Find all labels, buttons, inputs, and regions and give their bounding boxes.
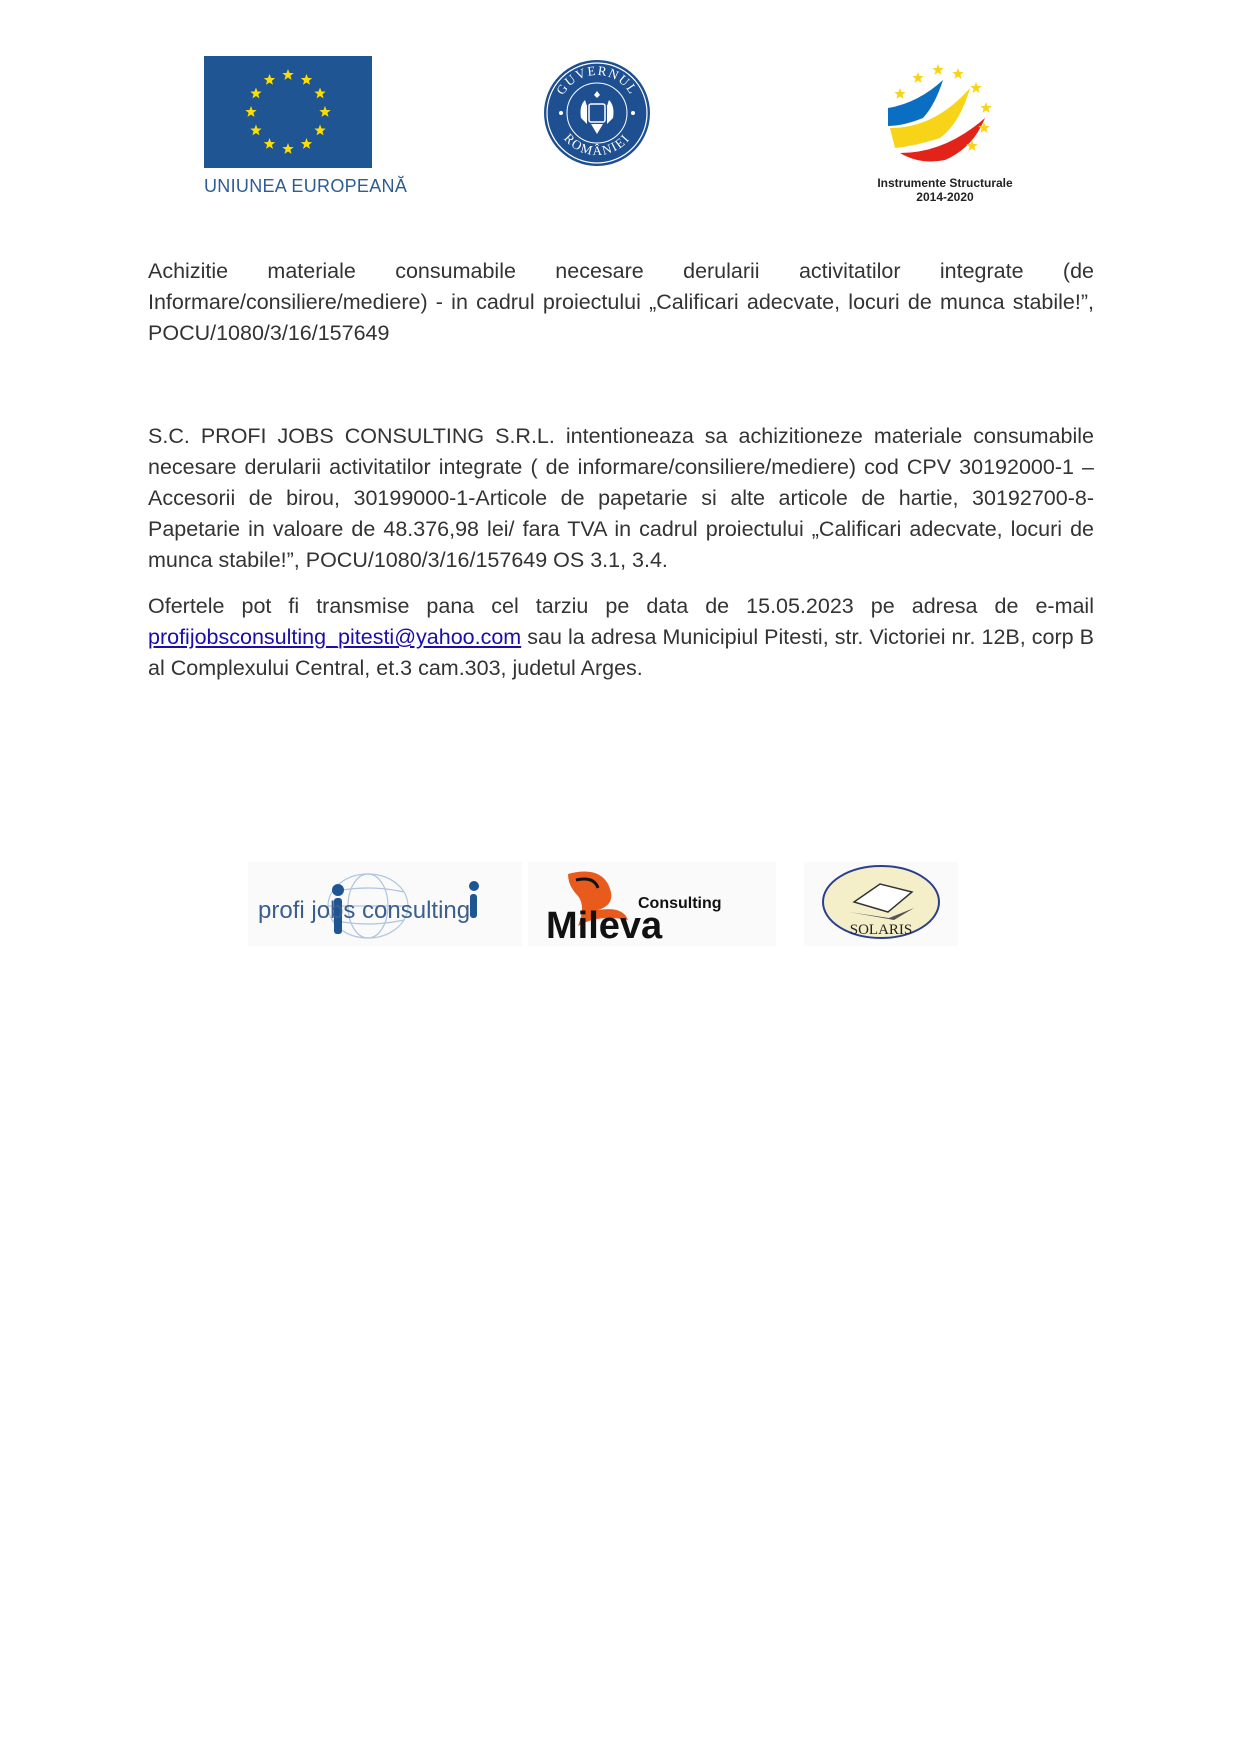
eu-star-icon [282,143,293,154]
eu-star-icon [282,69,293,80]
offers-address: sau la adresa Municipiul Pitesti, str. Victoriei nr. 12B, corp B al Complexului Central, et.3 cam.303, judetul Arges. [148,625,1094,680]
eu-logo [204,56,408,197]
eu-star-icon [264,74,275,85]
eu-flag-icon [204,56,372,168]
announcement-title: Achizitie materiale consumabile necesare derularii activitatilor integrate (de Informare/consiliere/mediere) - in cadrul proiectului „Calificari adecvate, locuri de munca stabile!”, POCU/1080/3/16/157649 [148,259,1094,345]
email-link[interactable]: profijobsconsulting_pitesti@yahoo.com [148,625,522,649]
eu-star-icon [301,74,312,85]
mileva-logo-sub: Consulting [638,895,722,912]
eu-star-icon [314,125,325,136]
offers-paragraph [148,591,1094,684]
profi-jobs-consulting-logo [248,862,522,946]
eu-star-icon [314,88,325,99]
gov-seal-top-text: GUVERNUL [552,62,642,98]
solaris-logo-text: SOLARIS [849,922,913,938]
profi-logo-text: profi jobs consulting [258,897,471,924]
gov-seal-bottom-text: ROMÂNIEI [561,130,633,159]
romanian-government-seal [542,58,652,168]
structural-instruments-logo [860,58,1030,208]
partner-logos [248,862,958,946]
eu-star-icon [250,125,261,136]
structural-star-icon [912,72,923,83]
solaris-logo [804,862,958,946]
eu-star-icon [301,138,312,149]
mileva-logo-text: Mileva [546,905,663,946]
offers-intro: Ofertele pot fi transmise pana cel tarziu pe data de 15.05.2023 pe adresa de e-mail [148,594,1094,618]
eu-star-icon [319,106,330,117]
structural-star-icon [980,102,991,113]
eu-star-icon [264,138,275,149]
structural-star-icon [952,68,963,79]
structural-star-icon [894,88,905,99]
mileva-consulting-logo [528,862,776,946]
structural-star-icon [970,82,981,93]
announcement-body: S.C. PROFI JOBS CONSULTING S.R.L. intentioneaza sa achizitioneze materiale consumabile necesare derularii activitatilor integrate ( de informare/consiliere/mediere) cod CPV 30192000-1 – Accesorii de birou, 30199000-1-Articole de papetarie si alte articole de hartie, 30192700-8-Papetarie in valoare de 48.376,98 lei/ fara TVA in cadrul proiectului „Calificari adecvate, locuri de munca stabile!”, POCU/1080/3/16/157649 OS 3.1, 3.4. [148,424,1094,572]
eu-logo-text: UNIUNEA EUROPEANĂ [204,176,408,196]
structural-instruments-icon [860,58,1030,173]
eu-star-icon [245,106,256,117]
structural-logo-title: Instrumente Structurale [877,176,1013,190]
eu-star-icon [250,88,261,99]
structural-star-icon [932,64,943,75]
structural-logo-years: 2014-2020 [916,190,974,204]
